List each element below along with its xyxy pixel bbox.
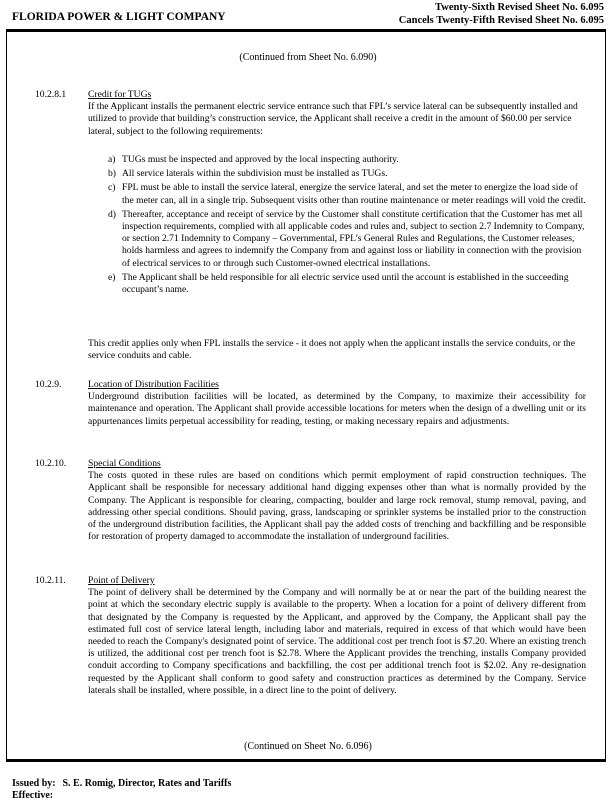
footer xyxy=(12,778,231,802)
section-body xyxy=(88,458,586,543)
section-title: Special Conditions xyxy=(88,458,161,469)
effective-label: Effective: xyxy=(12,790,54,801)
company-name: FLORIDA POWER & LIGHT COMPANY xyxy=(12,11,226,23)
section-title: Credit for TUGs xyxy=(88,89,152,100)
list-item xyxy=(108,182,586,206)
issued-by-label: Issued by: xyxy=(12,778,56,789)
list-item-label: a) xyxy=(108,154,116,165)
section-number: 10.2.9. xyxy=(35,379,62,390)
issued-by-value: S. E. Romig, Director, Rates and Tariffs xyxy=(62,778,232,789)
list-item-label: c) xyxy=(108,182,116,194)
continued-on-note: (Continued on Sheet No. 6.096) xyxy=(244,741,372,752)
revised-sheet-number: Twenty-Sixth Revised Sheet No. 6.095 xyxy=(435,2,604,13)
section-intro: If the Applicant installs the permanent electric service entrance such that FPL’s service lateral can be subsequently installed and utilized to provide that building’s construction service, the Applicant shall receive a credit in the amount of $60.00 per service lateral, subject to the following requirements: xyxy=(88,101,578,137)
list-item-text: All service laterals within the subdivision must be installed as TUGs. xyxy=(122,168,388,180)
section-title: Point of Delivery xyxy=(88,575,155,586)
list-item xyxy=(108,272,586,296)
list-item-label: d) xyxy=(108,208,116,220)
list-item xyxy=(108,154,586,166)
section-number: 10.2.11. xyxy=(35,575,66,586)
section-title: Location of Distribution Facilities xyxy=(88,379,219,390)
effective-line xyxy=(12,790,231,802)
section-body xyxy=(88,89,586,138)
continued-from-note: (Continued from Sheet No. 6.090) xyxy=(239,52,377,63)
list-item-text: TUGs must be inspected and approved by the local inspecting authority. xyxy=(122,154,399,165)
list-item-text: The Applicant shall be held responsible for all electric service used until the account is established in the succeeding occupant’s name. xyxy=(122,271,569,296)
requirements-items xyxy=(108,154,586,298)
sheet-revision-block xyxy=(399,1,604,27)
section-body xyxy=(88,379,586,428)
section-text: The point of delivery shall be determined by the Company and will normally be at or near the part of the building nearest the point at which the secondary electric supply is available to the property. When a location for a point of delivery different from that designated by the Company is requested by the Applicant, and approved by the Company, the Applicant shall pay the estimated full cost of service lateral length, including labor and materials, required in excess of that which would have been needed to reach the Company's designated point of service. The additional cost per trench foot is $7.20. Where an existing trench is utilized, the additional cost per trench foot is $2.78. Where the Applicant provides the trenching, installs Company provided conduit according to Company specifications and backfilling, the cost per additional trench foot is $2.02. Any re-designation requested by the Applicant shall conform to good safety and construction practices as determined by the Company. Service laterals shall be installed, where possible, in a direct line to the point of delivery. xyxy=(88,587,586,696)
list-item-label: b) xyxy=(108,168,116,180)
section-note: This credit applies only when FPL installs the service - it does not apply when the applicant installs the service conduits, or the service conduits and cable. xyxy=(88,338,575,362)
cancelled-sheet-number: Cancels Twenty-Fifth Revised Sheet No. 6.095 xyxy=(398,15,604,26)
section-text: The costs quoted in these rules are based on conditions which permit employment of rapid construction techniques. The Applicant shall be responsible for necessary additional hand digging expenses other than what is normally provided by the Company. The Applicant is responsible for clearing, compacting, boulder and large rock removal, stump removal, paving, and addressing other special conditions. Should paving, grass, landscaping or sprinkler systems be installed prior to the construction of the underground distribution facilities, the Applicant shall pay the added costs of trenching and backfilling and be responsible for restoration of property damaged to accommodate the installation of underground facilities. xyxy=(88,470,586,543)
section-text: Underground distribution facilities will be located, as determined by the Company, to maximize their accessibility for maintenance and operation. The Applicant shall provide accessible locations for meters when the design of a dwelling unit or its appurtenances limits perpetual accessibility for reading, testing, or making necessary repairs and adjustments. xyxy=(88,391,586,427)
section-number: 10.2.10. xyxy=(35,458,67,469)
list-item-text: Thereafter, acceptance and receipt of service by the Customer shall constitute certification that the Customer has met all inspection requirements, complied with all applicable codes and rules and, subject to section 2.7 Indemnity to Company, or section 2.71 Indemnity to Company – Governmental, FPL’s General Rules and Regulations, the Customer releases, holds harmless and agrees to indemnify the Company from and against loss or liability in connection with the provision of electrical services to or through such Customer-owned electrical installations. xyxy=(122,208,585,269)
list-item xyxy=(108,209,586,270)
list-item-label: e) xyxy=(108,271,116,283)
list-item xyxy=(108,168,586,180)
section-body xyxy=(88,575,586,697)
section-number: 10.2.8.1 xyxy=(35,89,67,100)
list-item-text: FPL must be able to install the service lateral, energize the service lateral, and set the meter to energize the load side of the meter can, all in a single trip. Subsequent visits other than routine maintenance or meter readings will void the credit. xyxy=(122,182,586,206)
issued-by-line xyxy=(12,778,231,790)
